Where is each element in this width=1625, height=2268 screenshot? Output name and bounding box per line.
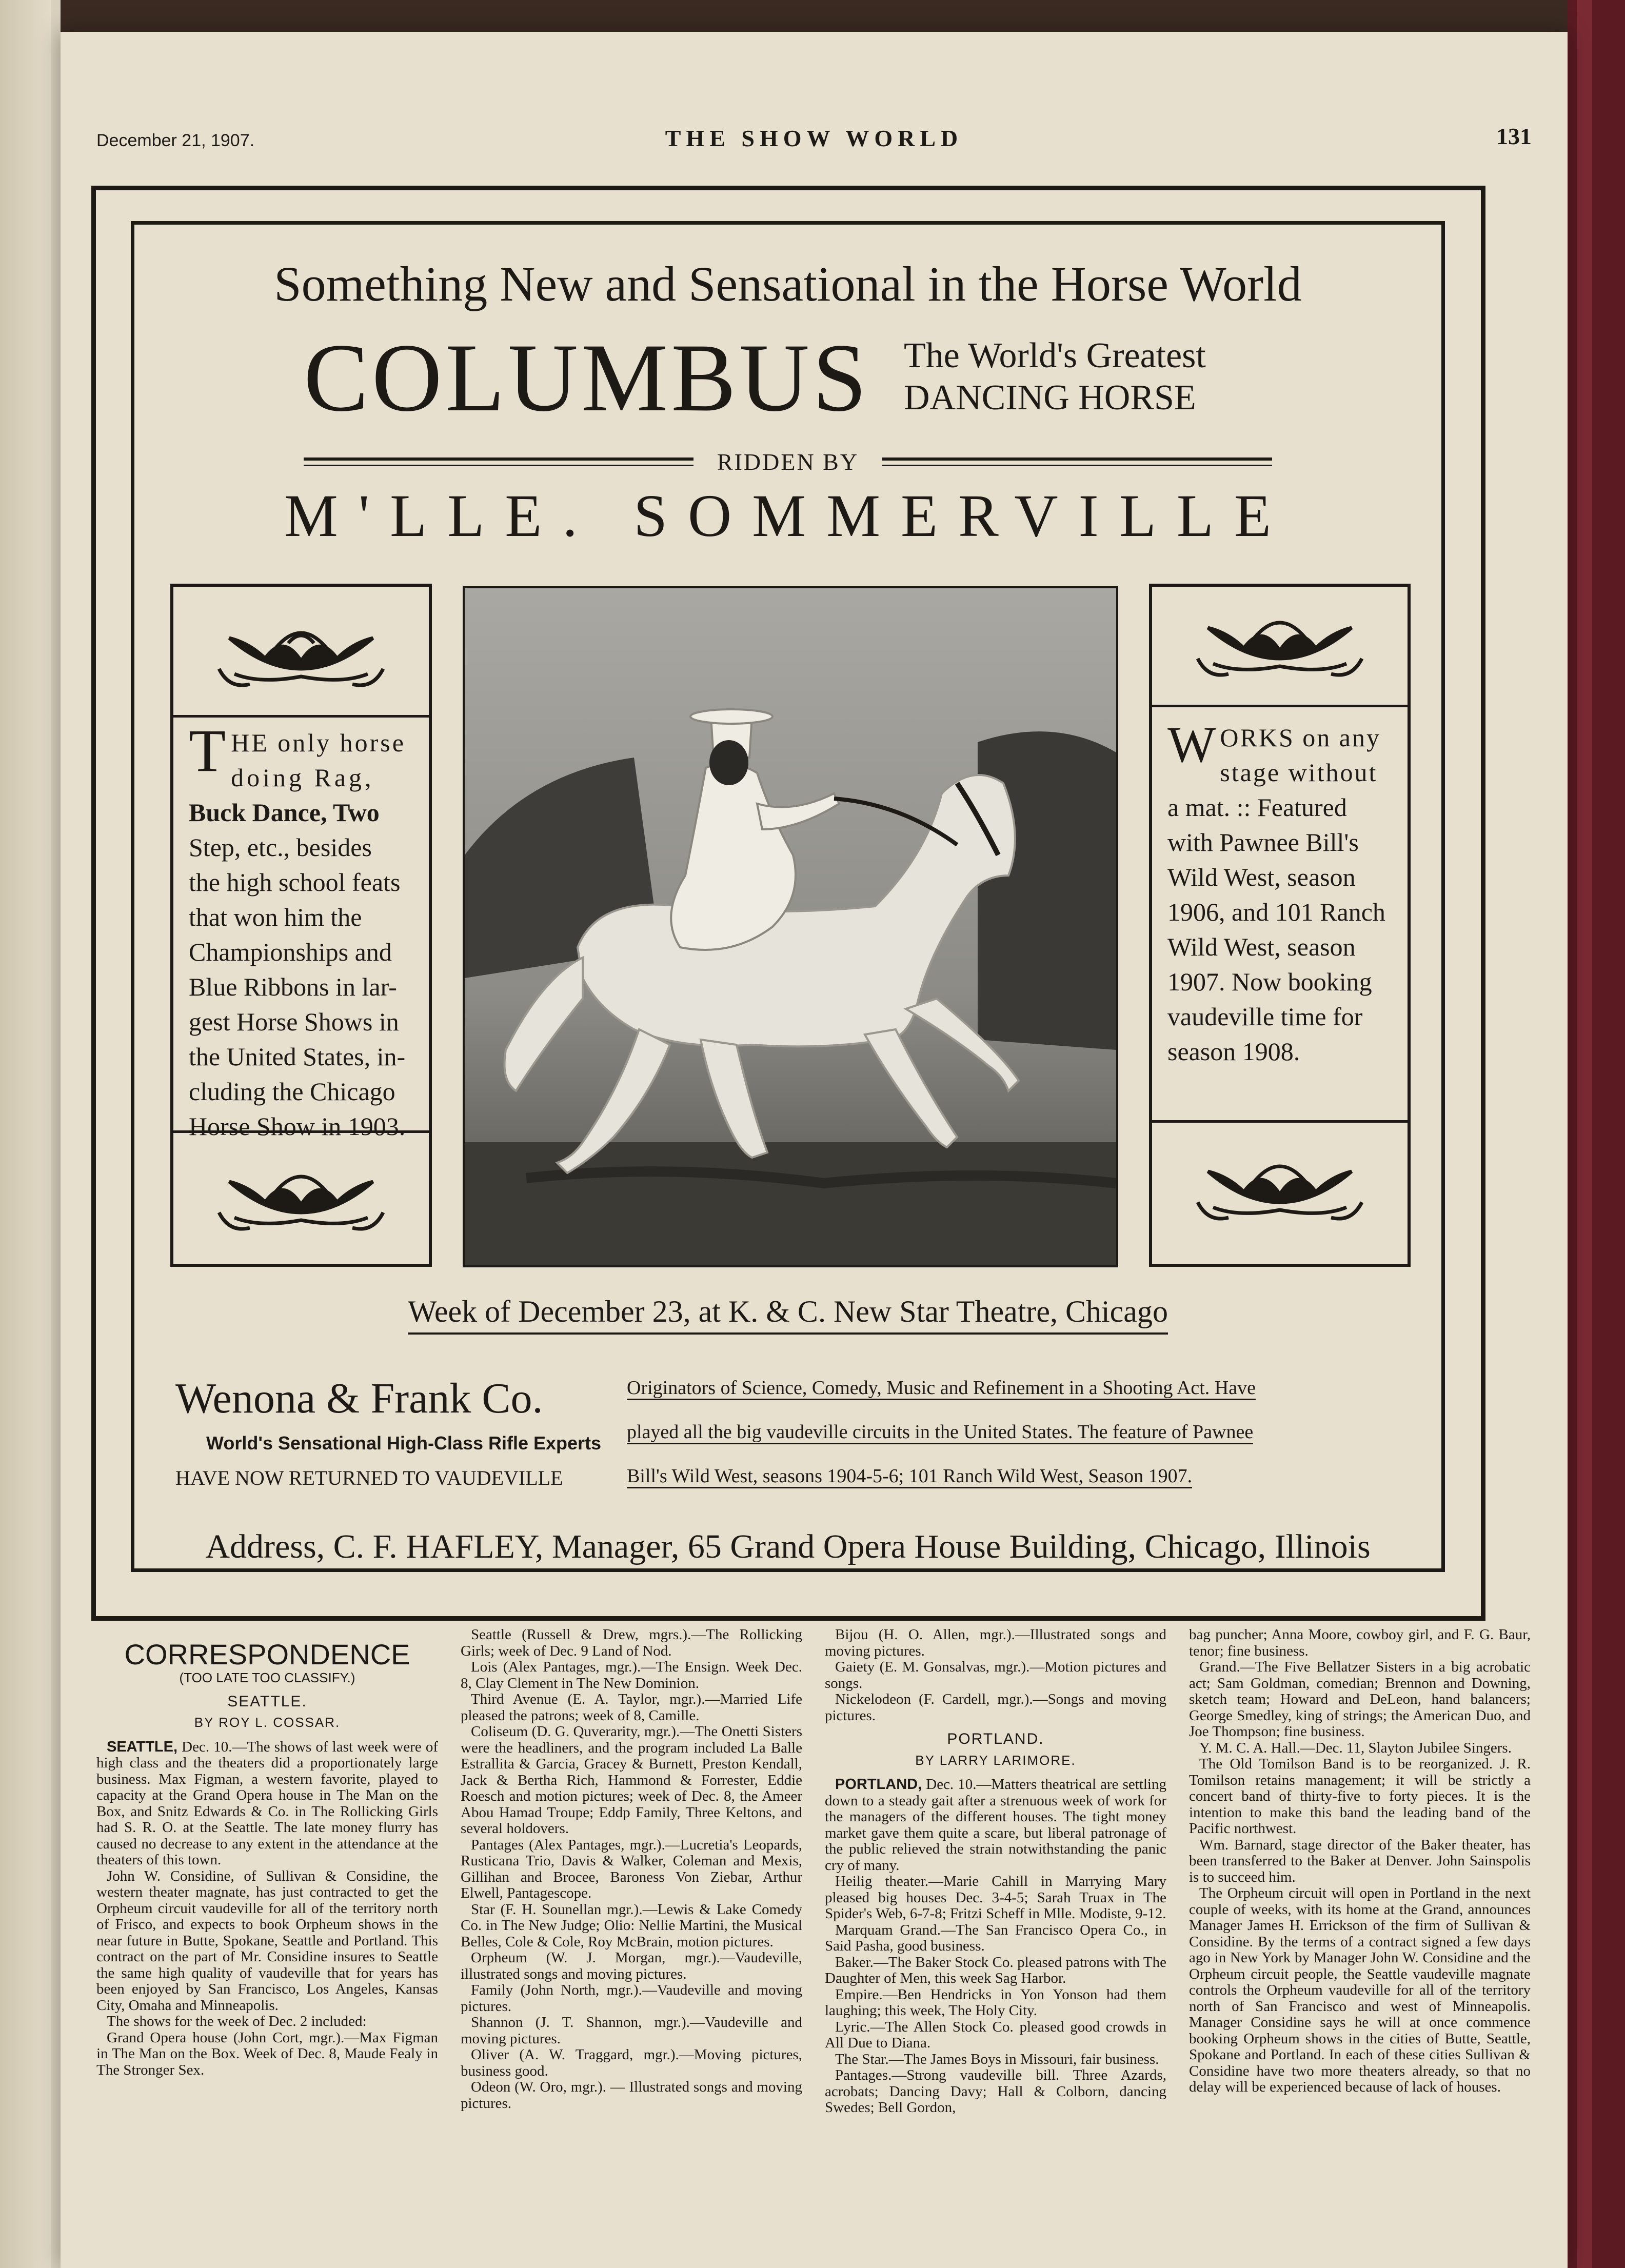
wenona-description <box>627 1366 1396 1498</box>
paragraph: Odeon (W. Oro, mgr.). — Illustrated songs and moving pictures. <box>461 2079 802 2112</box>
byline-portland: BY LARRY LARIMORE. <box>915 1752 1076 1768</box>
wenona-subtitle: World's Sensational High-Class Rifle Experts <box>206 1433 602 1454</box>
paragraph: Orpheum (W. J. Morgan, mgr.).—Vaudeville, illustrated songs and moving pictures. <box>461 1949 802 1982</box>
horse-name: COLUMBUS <box>304 324 870 432</box>
left-line: Blue Ribbons in lar- <box>189 972 397 1001</box>
paragraph: Empire.—Ben Hendricks in Yon Yonson had them laughing; this week, The Holy City. <box>825 1986 1166 2019</box>
left-copy-box <box>170 584 432 1267</box>
left-line: that won him the <box>189 903 362 931</box>
paragraph: The Orpheum circuit will open in Portland in the next couple of weeks, with its home at the Grand, announces Manager James H. Errickson of the firm of Sullivan & Considine. By the terms of a contract signed a few days ago in New York by Manager John W. Considine and the Orpheum circuit people, the Seattle vaudeville magnate controls the Orpheum vaudeville for all of the territory north of San Francisco and west of Minneapolis. Manager Considine says he will at once commence booking Orpheum shows in the cities of Butte, Seattle, Spokane and Portland. In each of these cities Sullivan & Considine have two more theaters already, so that no delay will be experienced because of lack of houses. <box>1189 1885 1531 2095</box>
engagement-text: Week of December 23, at K. & C. New Star Theatre, Chicago <box>408 1295 1168 1335</box>
byline-seattle: BY ROY L. COSSAR. <box>194 1715 341 1730</box>
paragraph: Marquam Grand.—The San Francisco Opera Co., in Said Pasha, good business. <box>825 1921 1166 1954</box>
ridden-by-rule <box>304 450 1272 476</box>
paragraph <box>825 1777 1166 1874</box>
left-line: Buck Dance, Two <box>189 798 380 827</box>
description-text: Bill's Wild West, seasons 1904-5-6; 101 Ranch Wild West, Season 1907. <box>627 1465 1192 1488</box>
paragraph: Family (John North, mgr.).—Vaudeville and moving pictures. <box>461 1982 802 2015</box>
horse-rider-photo <box>463 586 1118 1267</box>
adjacent-page-strip <box>0 0 51 2268</box>
paragraph: Y. M. C. A. Hall.—Dec. 11, Slayton Jubilee Singers. <box>1199 1739 1512 1756</box>
left-line: gest Horse Shows in <box>189 1007 399 1036</box>
paragraph: Shannon (J. T. Shannon, mgr.).—Vaudeville and moving pictures. <box>461 2014 802 2047</box>
column-3 <box>825 1627 1166 2116</box>
ornament-icon <box>1177 1146 1382 1233</box>
paragraph: Heilig theater.—Marie Cahill in Marrying Mary pleased big houses Dec. 3-4-5; Sarah Truax in The Spider's Web, 6-7-8; Fritzi Scheff in Mlle. Modiste, 9-12. <box>825 1873 1166 1922</box>
ornament-icon <box>1177 602 1382 689</box>
book-cover-edge <box>1568 0 1625 2268</box>
description-line <box>627 1410 1396 1454</box>
paragraph: Grand Opera house (John Cort, mgr.).—Max Figman in The Man on the Box. Week of Dec. 8, Maude Fealy in The Stronger Sex. <box>96 2029 438 2078</box>
description-text: Originators of Science, Comedy, Music and Refinement in a Shooting Act. Have <box>627 1377 1256 1400</box>
description-line <box>627 1454 1396 1498</box>
city-heading-portland: PORTLAND. <box>947 1730 1044 1747</box>
paragraph: Grand.—The Five Bellatzer Sisters in a big acrobatic act; Sam Goldman, comedian; Brennon and Downing, sketch team; Howard and DeLeon, hand balancers; George Smedley, king of strings; the American Duo, and Joe Thompson; fine business. <box>1189 1659 1531 1740</box>
paragraph: Oliver (A. W. Traggard, mgr.).—Moving pictures, business good. <box>461 2046 802 2079</box>
left-line: Horse Show in 1903. <box>189 1112 406 1141</box>
paragraph: The Old Tomilson Band is to be reorganized. J. R. Tomilson retains management; it will be strictly a concert band of thirty-five to forty pieces. It is the intention to make this band the leading band of the Pacific northwest. <box>1189 1756 1531 1837</box>
box-divider-top <box>1152 705 1408 707</box>
left-line: doing Rag, <box>231 763 374 792</box>
section-title: CORRESPONDENCE <box>124 1638 410 1670</box>
correspondence-section <box>96 1627 1533 2242</box>
adjacent-page-edge <box>0 0 61 2268</box>
paragraph: Nickelodeon (F. Cardell, mgr.).—Songs and moving pictures. <box>825 1691 1166 1724</box>
right-line: with Pawnee Bill's <box>1167 828 1359 857</box>
paragraph: John W. Considine, of Sullivan & Considine, the western theater magnate, has just contracted to get the Orpheum circuit vaudeville for all of the territory north of Frisco, and expects to book Orpheum shows in the near future in Butte, Spokane, Seattle and Portland. This contract on the part of Mr. Considine insures to Seattle the same high quality of vaudeville that for years has been enjoyed by San Francisco, Los Angeles, Kansas City, Omaha and Minneapolis. <box>96 1867 438 2014</box>
paragraph: The Star.—The James Boys in Missouri, fair business. <box>835 2051 1159 2067</box>
right-line: Wild West, season <box>1167 863 1356 891</box>
right-line: 1907. Now booking <box>1167 967 1372 996</box>
right-line: season 1908. <box>1167 1037 1300 1066</box>
dateline: PORTLAND, <box>835 1776 922 1793</box>
newspaper-page <box>61 32 1568 2268</box>
section-subtitle: (TOO LATE TOO CLASSIFY.) <box>179 1670 355 1685</box>
city-heading-seattle: SEATTLE. <box>227 1693 307 1710</box>
paragraph: Pantages.—Strong vaudeville bill. Three Azards, acrobats; Dancing Davy; Hall & Colborn, dancing Swedes; Bell Gordon, <box>825 2067 1166 2116</box>
description-text: played all the big vaudeville circuits in the United States. The feature of Pawnee <box>627 1421 1253 1444</box>
box-divider-bottom <box>1152 1120 1408 1123</box>
paragraph-text: Dec. 10.—The shows of last week were of high class and the theaters did a proportionately large business. Max Figman, a western favorite, played to capacity at the Grand Opera house in The Man on the Box, and Snitz Edwards & Co. in The Rollicking Girls had S. R. O. at the Seattle. The late money flurry has caused no decrease to any extent in the attendance at the theaters of this town. <box>96 1738 439 1868</box>
left-line: cluding the Chicago <box>189 1077 395 1106</box>
column-1 <box>96 1627 438 2078</box>
paragraph: Third Avenue (E. A. Taylor, mgr.).—Married Life pleased the patrons; week of 8, Camille. <box>461 1691 802 1724</box>
column-4 <box>1189 1627 1531 2096</box>
ornament-icon <box>199 612 404 700</box>
right-line: Wild West, season <box>1167 932 1356 961</box>
paragraph: Gaiety (E. M. Gonsalvas, mgr.).—Motion pictures and songs. <box>825 1659 1166 1692</box>
header-title: THE SHOW WORLD <box>665 125 963 151</box>
header-date: December 21, 1907. <box>96 131 255 150</box>
manager-address: Address, C. F. HAFLEY, Manager, 65 Grand Opera House Building, Chicago, Illinois <box>205 1528 1371 1565</box>
advertisement <box>131 221 1445 1572</box>
paragraph: Lyric.—The Allen Stock Co. pleased good crowds in All Due to Diana. <box>825 2018 1166 2051</box>
paragraph: Pantages (Alex Pantages, mgr.).—Lucretia's Leopards, Rusticana Trio, Davis & Walker, Coleman and Mexis, Gillihan and Brocee, Baroness Von Ziebar, Arthur Elwell, Pantagescope. <box>461 1836 802 1901</box>
right-line: a mat. :: Featured <box>1167 793 1347 822</box>
box-divider-bottom <box>173 1130 429 1133</box>
ornament-icon <box>199 1156 404 1243</box>
wenona-returned: HAVE NOW RETURNED TO VAUDEVILLE <box>175 1466 563 1489</box>
left-line: Championships and <box>189 938 392 966</box>
paragraph: bag puncher; Anna Moore, cowboy girl, and F. G. Baur, tenor; fine business. <box>1189 1626 1531 1659</box>
paragraph: Coliseum (D. G. Quverarity, mgr.).—The Onetti Sisters were the headliners, and the program included La Balle Estrallita & Garcia, Gracey & Burnett, Preston Kendall, Jack & Bertha Rich, Hammond & Forrester, Eddie Roesch and motion pictures; week of Dec. 8, the Ameer Abou Hamad Troupe; Eddp Family, Three Keltons, and several holdovers. <box>461 1723 802 1837</box>
description-line <box>627 1366 1396 1410</box>
right-copy-text <box>1167 716 1392 1069</box>
right-line: 1906, and 101 Ranch <box>1167 898 1385 926</box>
paragraph: Wm. Barnard, stage director of the Baker theater, has been transferred to the Baker at Denver. John Sainspolis is to succeed him. <box>1189 1836 1531 1885</box>
rider-name: M'LLE. SOMMERVILLE <box>284 482 1292 549</box>
tagline-line-1: The World's Greatest <box>904 336 1206 375</box>
advertisement-outer-border <box>91 186 1485 1621</box>
paragraph <box>96 1739 438 1868</box>
tagline-line-2: DANCING HORSE <box>904 378 1196 417</box>
paragraph: The shows for the week of Dec. 2 included: <box>107 2013 367 2030</box>
paragraph: Lois (Alex Pantages, mgr.).—The Ensign. Week Dec. 8, Clay Clement in The New Dominion. <box>461 1659 802 1692</box>
left-line: Step, etc., besides <box>189 833 372 862</box>
left-line: the United States, in- <box>189 1042 406 1071</box>
page-header <box>96 122 1532 157</box>
wenona-title: Wenona & Frank Co. <box>175 1375 543 1422</box>
right-line: stage without <box>1220 758 1378 787</box>
paragraph-text: Dec. 10.—Matters theatrical are settling down to a steady gait after a strenuous week of work for the managers of the different houses. The tight money market gave them quite a scare, but liberal patronage of the public relieved the strain notwithstanding the panic cry of many. <box>825 1776 1166 1874</box>
paragraph: Seattle (Russell & Drew, mgrs.).—The Rollicking Girls; week of Dec. 9 Land of Nod. <box>461 1626 802 1659</box>
dateline: SEATTLE, <box>107 1738 178 1755</box>
rule-right <box>882 457 1272 466</box>
right-line: ORKS on any <box>1220 723 1381 752</box>
cover-binding <box>1577 0 1592 2268</box>
right-line: vaudeville time for <box>1167 1002 1363 1031</box>
ridden-by-label: RIDDEN BY <box>717 449 859 475</box>
left-line: HE only horse <box>231 728 406 757</box>
engagement-line <box>134 1294 1441 1329</box>
paragraph: Baker.—The Baker Stock Co. pleased patrons with The Daughter of Men, this week Sag Harbor. <box>825 1954 1166 1986</box>
paragraph: Star (F. H. Sounellan mgr.).—Lewis & Lake Comedy Co. in The New Judge; Olio: Nellie Martini, the Musical Belles, Cole & Cole, Roy McBrain, motion pictures. <box>461 1901 802 1950</box>
left-copy-text <box>189 717 413 1144</box>
left-dropcap: T <box>189 717 226 784</box>
ad-headline: Something New and Sensational in the Horse World <box>274 256 1302 311</box>
left-line: the high school feats <box>189 868 401 897</box>
right-copy-box <box>1149 584 1411 1267</box>
column-2 <box>461 1627 802 2112</box>
page-number: 131 <box>1496 123 1532 149</box>
horse-tagline <box>904 335 1206 419</box>
paragraph: Bijou (H. O. Allen, mgr.).—Illustrated songs and moving pictures. <box>825 1626 1166 1659</box>
right-dropcap: W <box>1167 716 1216 773</box>
horse-photo-illustration <box>465 588 1116 1265</box>
